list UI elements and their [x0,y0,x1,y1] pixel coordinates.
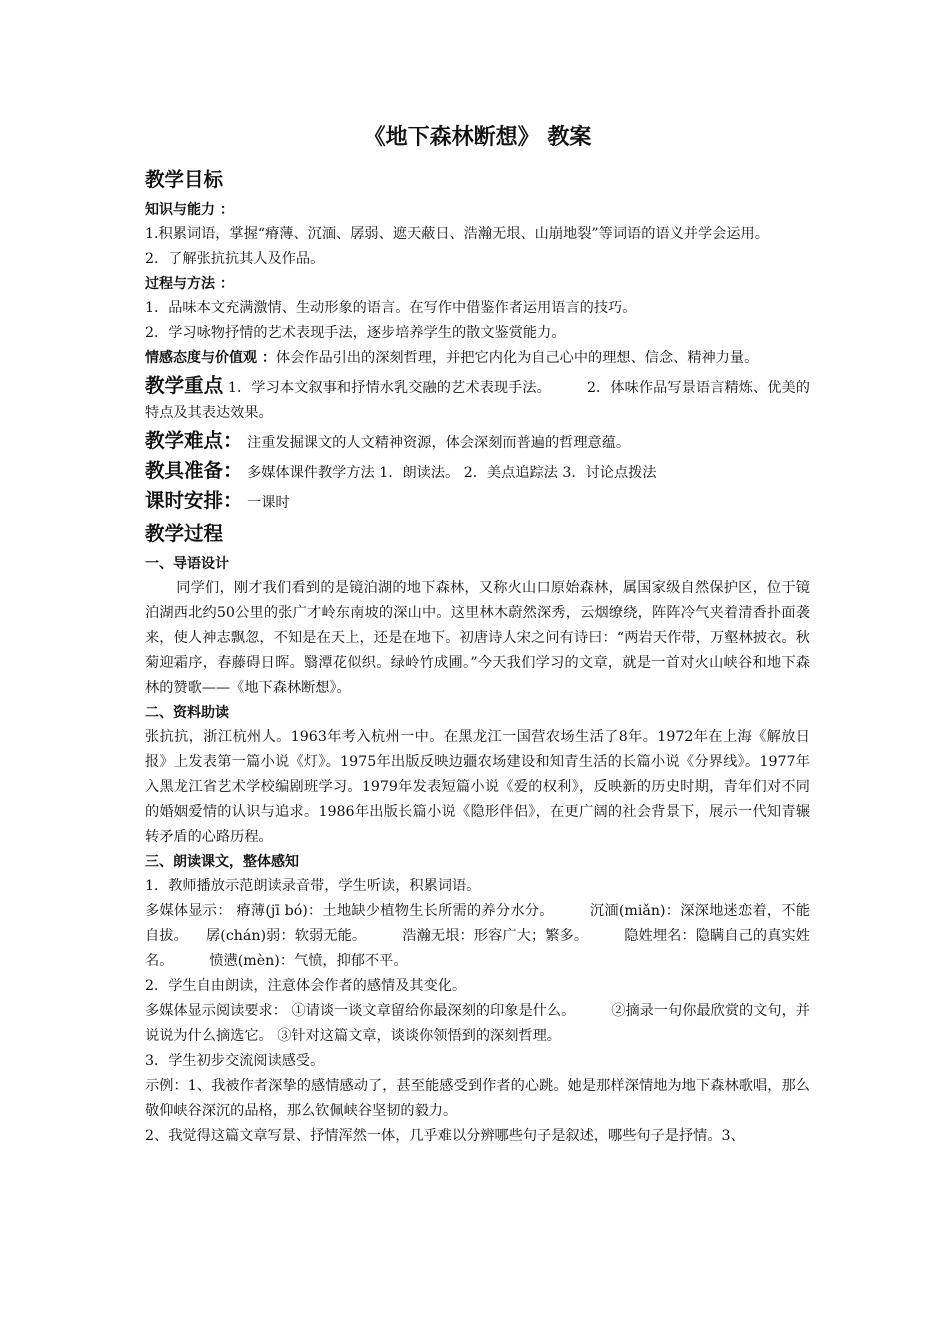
section-3-step-1: 1．教师播放示范朗读录音带，学生听读，积累词语。 [145,878,481,894]
vocab-6: 愤懑(mèn)：气愤，抑郁不平。 [209,953,408,969]
objectives-heading: 教学目标 [145,168,224,191]
schedule-paragraph [145,488,810,516]
key-points-heading: 教学重点 [145,374,224,397]
tools-text: 多媒体课件教学方法 1．朗读法。 2．美点追踪法 3．讨论点拨法 [247,465,657,481]
section-3-heading: 三、朗读课文，整体感知 [145,854,299,870]
difficulty-text: 注重发掘课文的人文精神资源，体会深刻而普遍的哲理意蕴。 [247,435,631,451]
key-point-2: 2．体味作品写景语言精炼、优美的特点及其表达效果。 [145,380,810,421]
difficulty-heading: 教学难点： [145,429,243,452]
attitude-label: 情感态度与价值观 ： [145,350,276,366]
section-3-step-3: 3．学生初步交流阅读感受。 [145,1053,325,1069]
media-label: 多媒体显示： [145,903,232,919]
requirement-3: ③针对这篇文章，谈谈你领悟到的深刻哲理。 [277,1028,561,1044]
tools-paragraph [145,458,810,486]
process-item-1: 1．品味本文充满激情、生动形象的语言。在写作中借鉴作者运用语言的技巧。 [145,300,637,316]
tools-heading: 教具准备： [145,459,243,482]
reading-requirements [145,999,810,1049]
example-2: 2、我觉得这篇文章写景、抒情浑然一体，几乎难以分辨哪些句子是叙述，哪些句子是抒情。3、 [145,1128,745,1144]
lesson-plan-page [145,118,810,1149]
page-title: 《地下森林断想》 教案 [363,125,592,150]
vocab-paragraph [145,899,810,974]
schedule-text: 一课时 [247,495,290,511]
section-3-step-2: 2．学生自由朗读，注意体会作者的感情及其变化。 [145,978,467,994]
example-1: 示例：1、我被作者深挚的感情感动了，甚至能感受到作者的心跳。她是那样深情地为地下森林歌唱，那么敬仰峡谷深沉的品格，那么钦佩峡谷坚韧的毅力。 [145,1078,810,1119]
key-point-1: 1．学习本文叙事和抒情水乳交融的艺术表现手法。 [227,380,551,396]
knowledge-label: 知识与能力 ： [145,202,234,218]
section-2-heading: 二、资料助读 [145,705,229,721]
vocab-2: 沉湎(miǎn)：深深地迷恋着，不能自拔。 [145,903,810,944]
schedule-heading: 课时安排： [145,489,243,512]
vocab-1: 瘠薄(jī bó)：土地缺少植物生长所需的养分水分。 [236,903,554,919]
vocab-3: 孱(chán)弱：软弱无能。 [205,928,367,944]
difficulty-paragraph [145,428,810,456]
attitude-text: 体会作品引出的深刻哲理，并把它内化为自己心中的理想、信念、精神力量。 [275,350,759,366]
section-1-heading: 一、导语设计 [145,556,229,572]
section-1-text: 同学们，刚才我们看到的是镜泊湖的地下森林，又称火山口原始森林，属国家级自然保护区，位于镜泊湖西北约50公里的张广才岭东南坡的深山中。这里林木蔚然深秀，云烟缭绕，阵阵冷气夹着清香扑面袭来，使人神志飘忽，不知是在天上，还是在地下。初唐诗人宋之问有诗曰：“两岩天作带，万壑林披衣。秋菊迎霜序，春藤碍日晖。翳潭花似织。绿岭竹成圃。”今天我们学习的文章，就是一首对火山峡谷和地下森林的赞歌——《地下森林断想》。 [145,580,810,696]
key-points-paragraph [145,373,810,426]
process-method-label: 过程与方法 ： [145,276,234,292]
section-2-text: 张抗抗，浙江杭州人。1963年考入杭州一中。在黑龙江一国营农场生活了8年。1972年在上海《解放日报》上发表第一篇小说《灯》。1975年出版反映边疆农场建设和知青生活的长篇小说《分界线》。1977年入黑龙江省艺术学校编剧班学习。1979年发表短篇小说《爱的权利》，反映新的历史时期，青年们对不同的婚姻爱情的认识与追求。1986年出版长篇小说《隐形伴侣》，在更广阔的社会背景下，展示一代知青辗转矛盾的心路历程。 [145,729,810,845]
process-heading: 教学过程 [145,522,224,545]
requirement-2: ②摘录一句你最欣赏的文句，并说说为什么摘选它。 [145,1003,810,1044]
knowledge-item-1: 1.积累词语，掌握“瘠薄、沉湎、孱弱、遮天蔽日、浩瀚无垠、山崩地裂”等词语的语义并学会运用。 [145,226,769,242]
attitude-paragraph [145,346,810,371]
reading-label: 多媒体显示阅读要求： [145,1003,287,1019]
requirement-1: ①请谈一谈文章留给你最深刻的印象是什么。 [291,1003,576,1019]
vocab-4: 浩瀚无垠：形容广大；繁多。 [402,928,589,944]
process-item-2: 2．学习咏物抒情的艺术表现手法，逐步培养学生的散文鉴赏能力。 [145,325,566,341]
knowledge-item-2: 2．了解张抗抗其人及作品。 [145,251,325,267]
vocab-5: 隐姓埋名：隐瞒自己的真实姓名。 [145,928,810,969]
